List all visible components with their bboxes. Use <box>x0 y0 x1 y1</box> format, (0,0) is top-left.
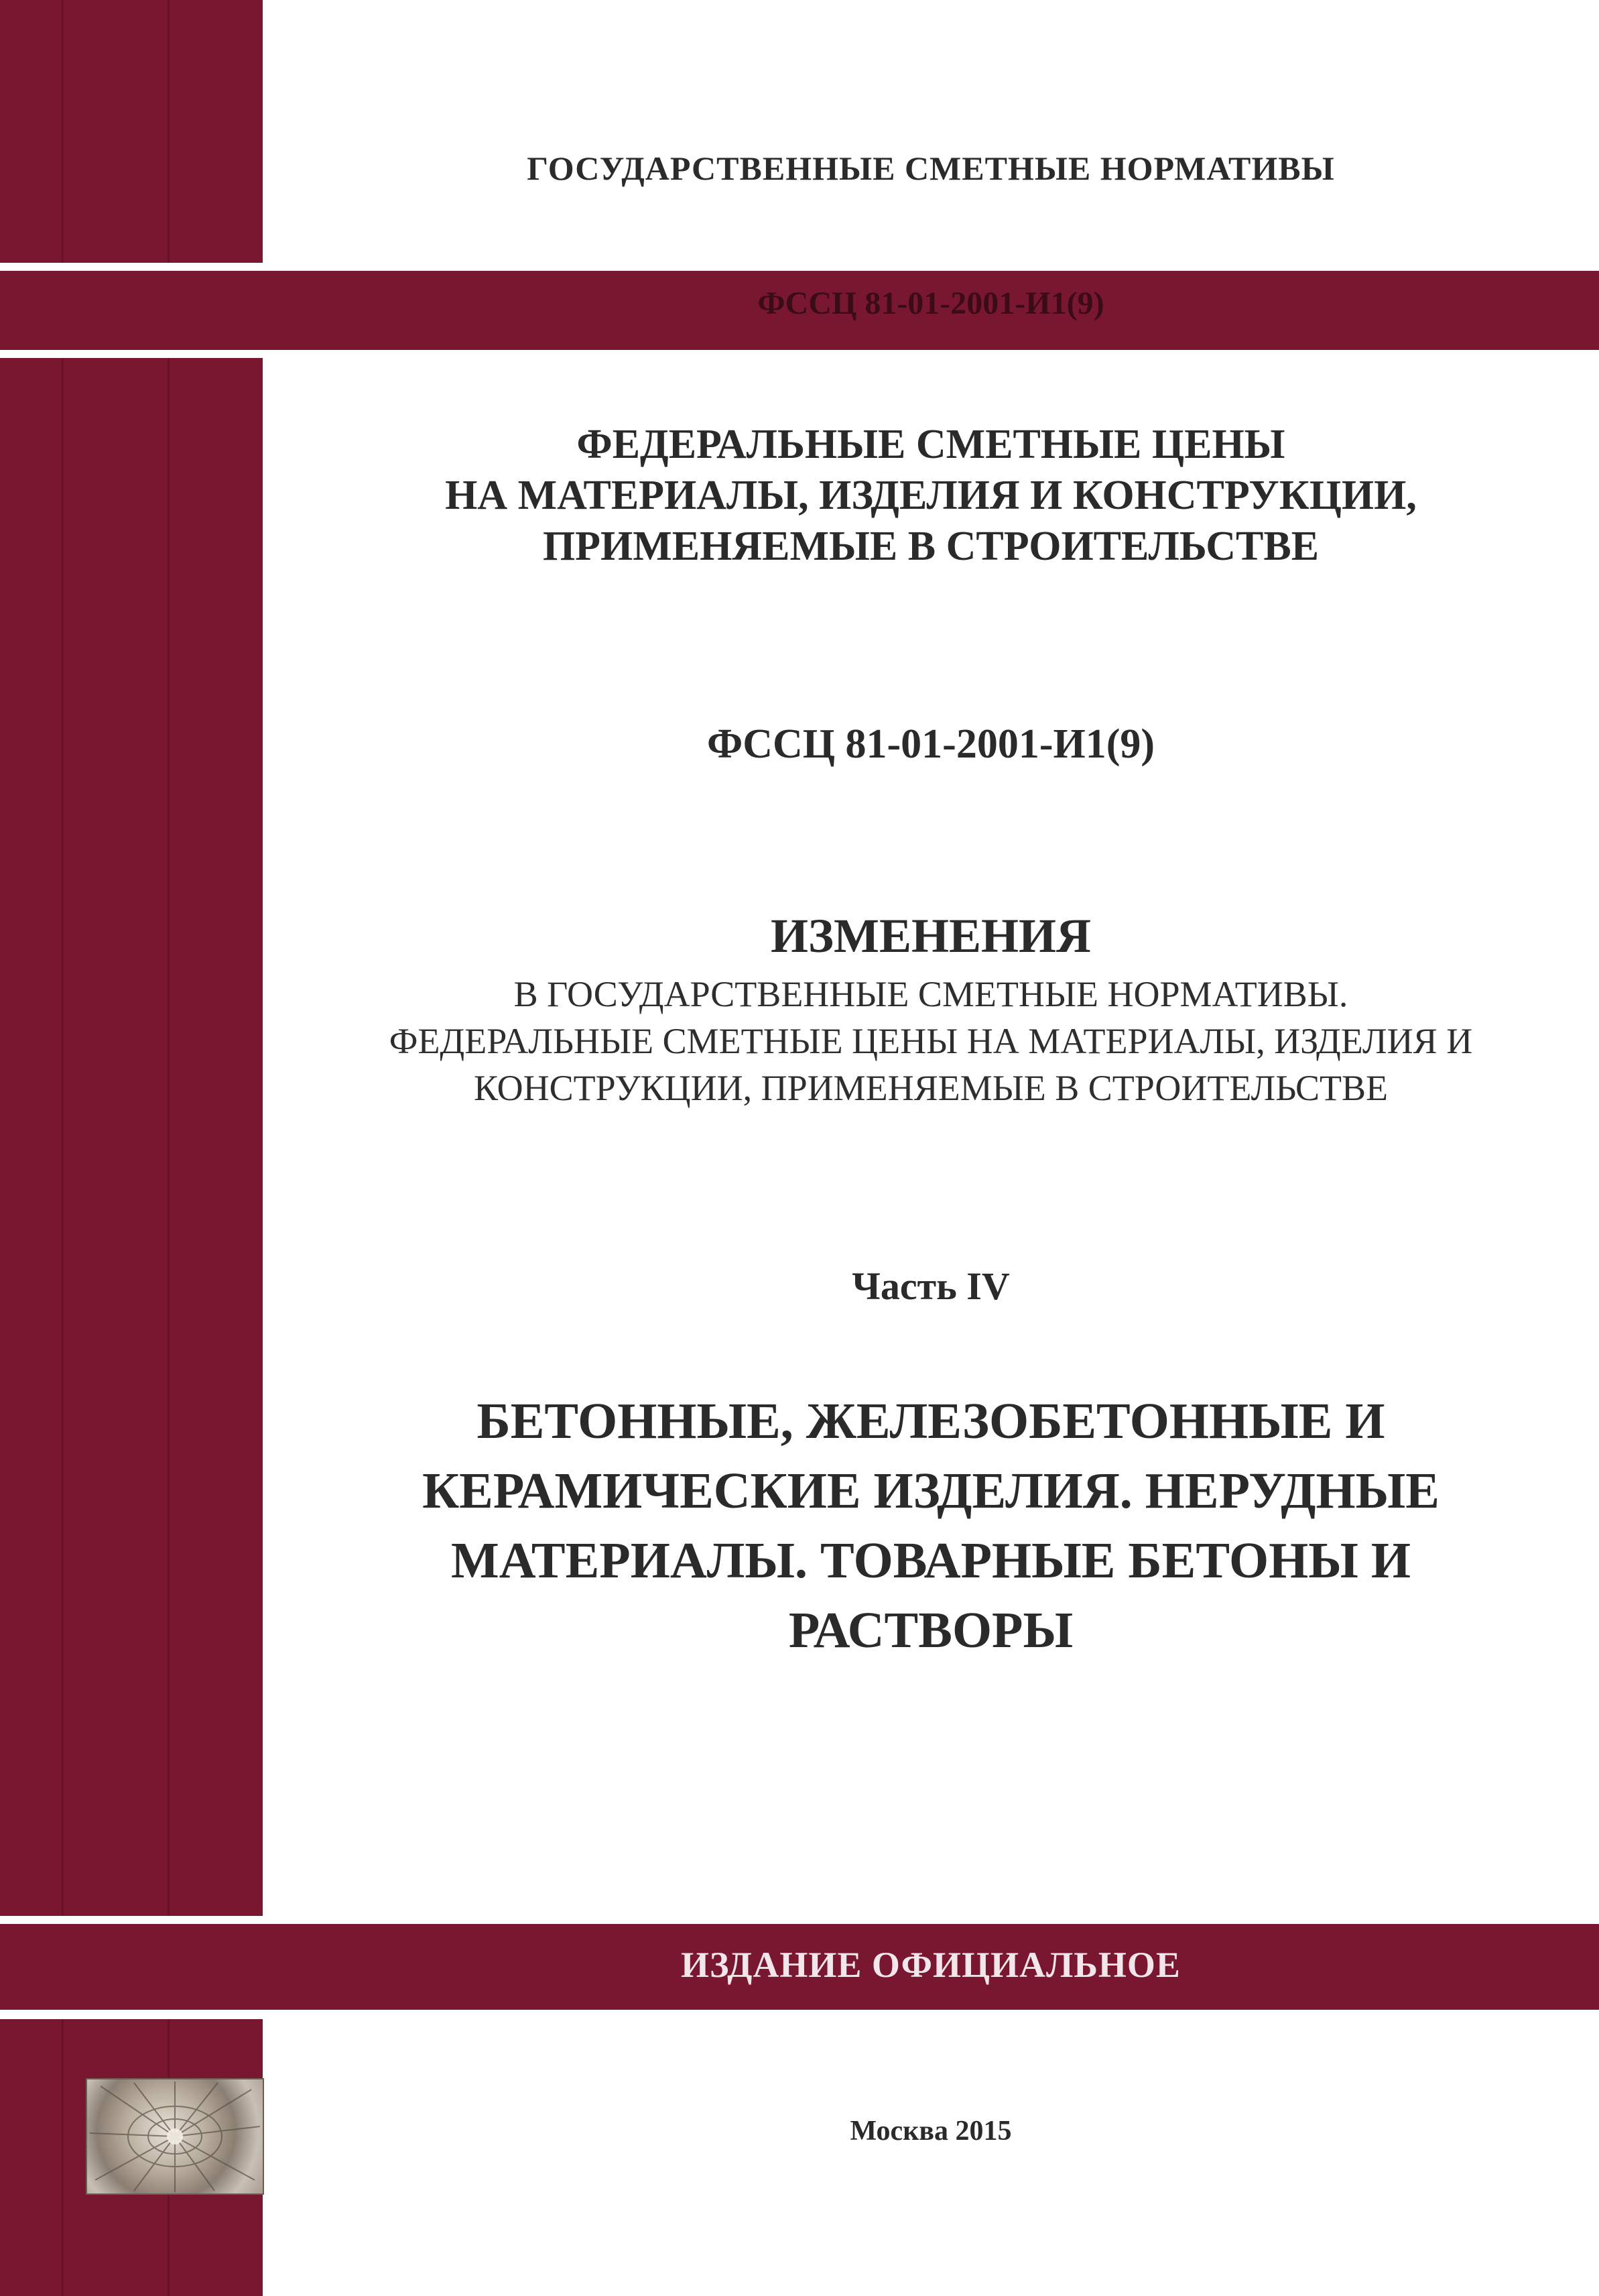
top-band-code: ФССЦ 81-01-2001-И1(9) <box>757 286 1104 321</box>
subject-line: РАСТВОРЫ <box>788 1602 1074 1658</box>
spine-gap <box>0 2010 263 2019</box>
publisher-line: ГОСУДАРСТВЕННЫЕ СМЕТНЫЕ НОРМАТИВЫ <box>527 149 1335 187</box>
subject-line: БЕТОННЫЕ, ЖЕЛЕЗОБЕТОННЫЕ И <box>476 1393 1385 1449</box>
main-title-line: ФЕДЕРАЛЬНЫЕ СМЕТНЫЕ ЦЕНЫ <box>576 422 1285 467</box>
changes-description <box>263 971 1599 1111</box>
spine-gap <box>0 263 263 271</box>
main-title-line: ПРИМЕНЯЕМЫЕ В СТРОИТЕЛЬСТВЕ <box>542 524 1320 569</box>
main-title <box>263 419 1599 572</box>
main-title-line: НА МАТЕРИАЛЫ, ИЗДЕЛИЯ И КОНСТРУКЦИИ, <box>445 473 1417 518</box>
changes-line: В ГОСУДАРСТВЕННЫЕ СМЕТНЫЕ НОРМАТИВЫ. <box>513 974 1348 1014</box>
subject-line: КЕРАМИЧЕСКИЕ ИЗДЕЛИЯ. НЕРУДНЫЕ <box>422 1463 1440 1519</box>
official-edition-label: ИЗДАНИЕ ОФИЦИАЛЬНОЕ <box>681 1945 1181 1985</box>
subject-line: МАТЕРИАЛЫ. ТОВАРНЫЕ БЕТОНЫ И <box>450 1532 1411 1589</box>
changes-line: КОНСТРУКЦИИ, ПРИМЕНЯЕМЫЕ В СТРОИТЕЛЬСТВЕ <box>474 1068 1388 1108</box>
subject-title <box>263 1386 1599 1665</box>
spine-gap <box>0 350 263 358</box>
changes-line: ФЕДЕРАЛЬНЫЕ СМЕТНЫЕ ЦЕНЫ НА МАТЕРИАЛЫ, ИЗДЕЛИЯ И <box>389 1021 1473 1061</box>
hologram-seal-icon <box>86 2078 264 2195</box>
spine-gap <box>0 1916 263 1924</box>
changes-heading: ИЗМЕНЕНИЯ <box>770 909 1092 963</box>
document-code: ФССЦ 81-01-2001-И1(9) <box>707 721 1155 767</box>
part-number: Часть IV <box>852 1264 1010 1308</box>
imprint-city-year: Москва 2015 <box>850 2116 1012 2147</box>
